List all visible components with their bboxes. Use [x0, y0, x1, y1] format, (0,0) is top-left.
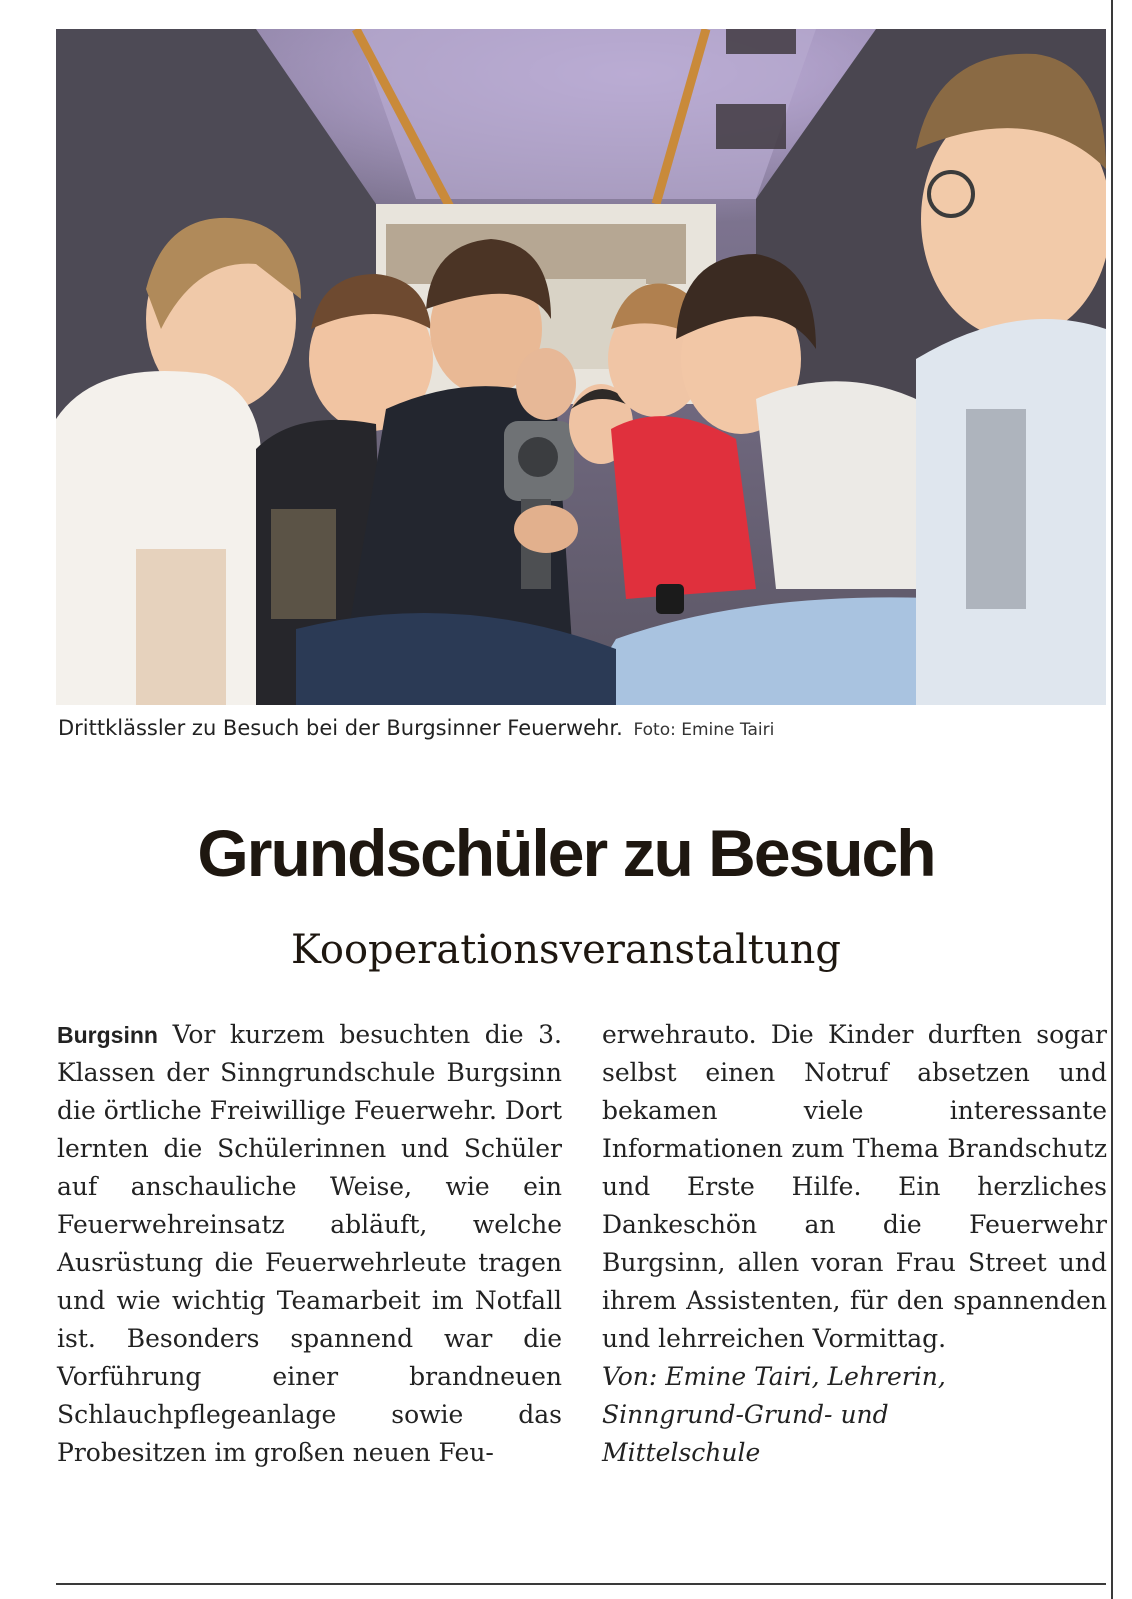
column-1-text: Vor kurzem besuchten die 3. Klassen der Sinngrundschule Burgsinn die örtliche Freiwillige Feuerwehr. Dort lernten die Schülerinnen und Schüler auf anschauliche Weise, wie ein Feuerwehreinsatz abläuft, welche Ausrüstung die Feuerwehrleute tragen und wie wichtig Teamarbeit im Notfall ist. Besonders spannend war die Vorführung einer brandneuen Schlauchpflegeanlage sowie das Probesitzen im großen neuen Feu- — [57, 1020, 563, 1467]
column-2-text: erwehrauto. Die Kinder durften sogar selbst einen Notruf absetzen und bekamen viele interessante Informationen zum Thema Brandschutz und Erste Hilfe. Ein herzliches Dankeschön an die Feuerwehr Burgsinn, allen voran Frau Street und ihrem Assistenten, für den spannenden und lehrreichen Vormittag. — [602, 1020, 1107, 1353]
article-column-1 — [57, 1016, 562, 1472]
photo-credit: Foto: Emine Tairi — [633, 720, 775, 740]
author-line-3: Mittelschule — [602, 1438, 761, 1467]
article-column-2 — [602, 1016, 1107, 1472]
dateline: Burgsinn — [57, 1022, 158, 1048]
caption-text: Drittklässler zu Besuch bei der Burgsinner Feuerwehr. — [58, 716, 623, 740]
photo-caption — [58, 716, 1098, 748]
article-photo — [56, 29, 1106, 705]
bottom-rule — [56, 1583, 1106, 1585]
headline: Grundschüler zu Besuch — [197, 816, 935, 890]
author-line-1: Von: Emine Tairi, Lehrerin, — [602, 1362, 946, 1391]
subheadline: Kooperationsveranstaltung — [291, 927, 841, 973]
column-rule — [1111, 0, 1113, 1599]
author-line-2: Sinngrund-Grund- und — [602, 1400, 889, 1429]
